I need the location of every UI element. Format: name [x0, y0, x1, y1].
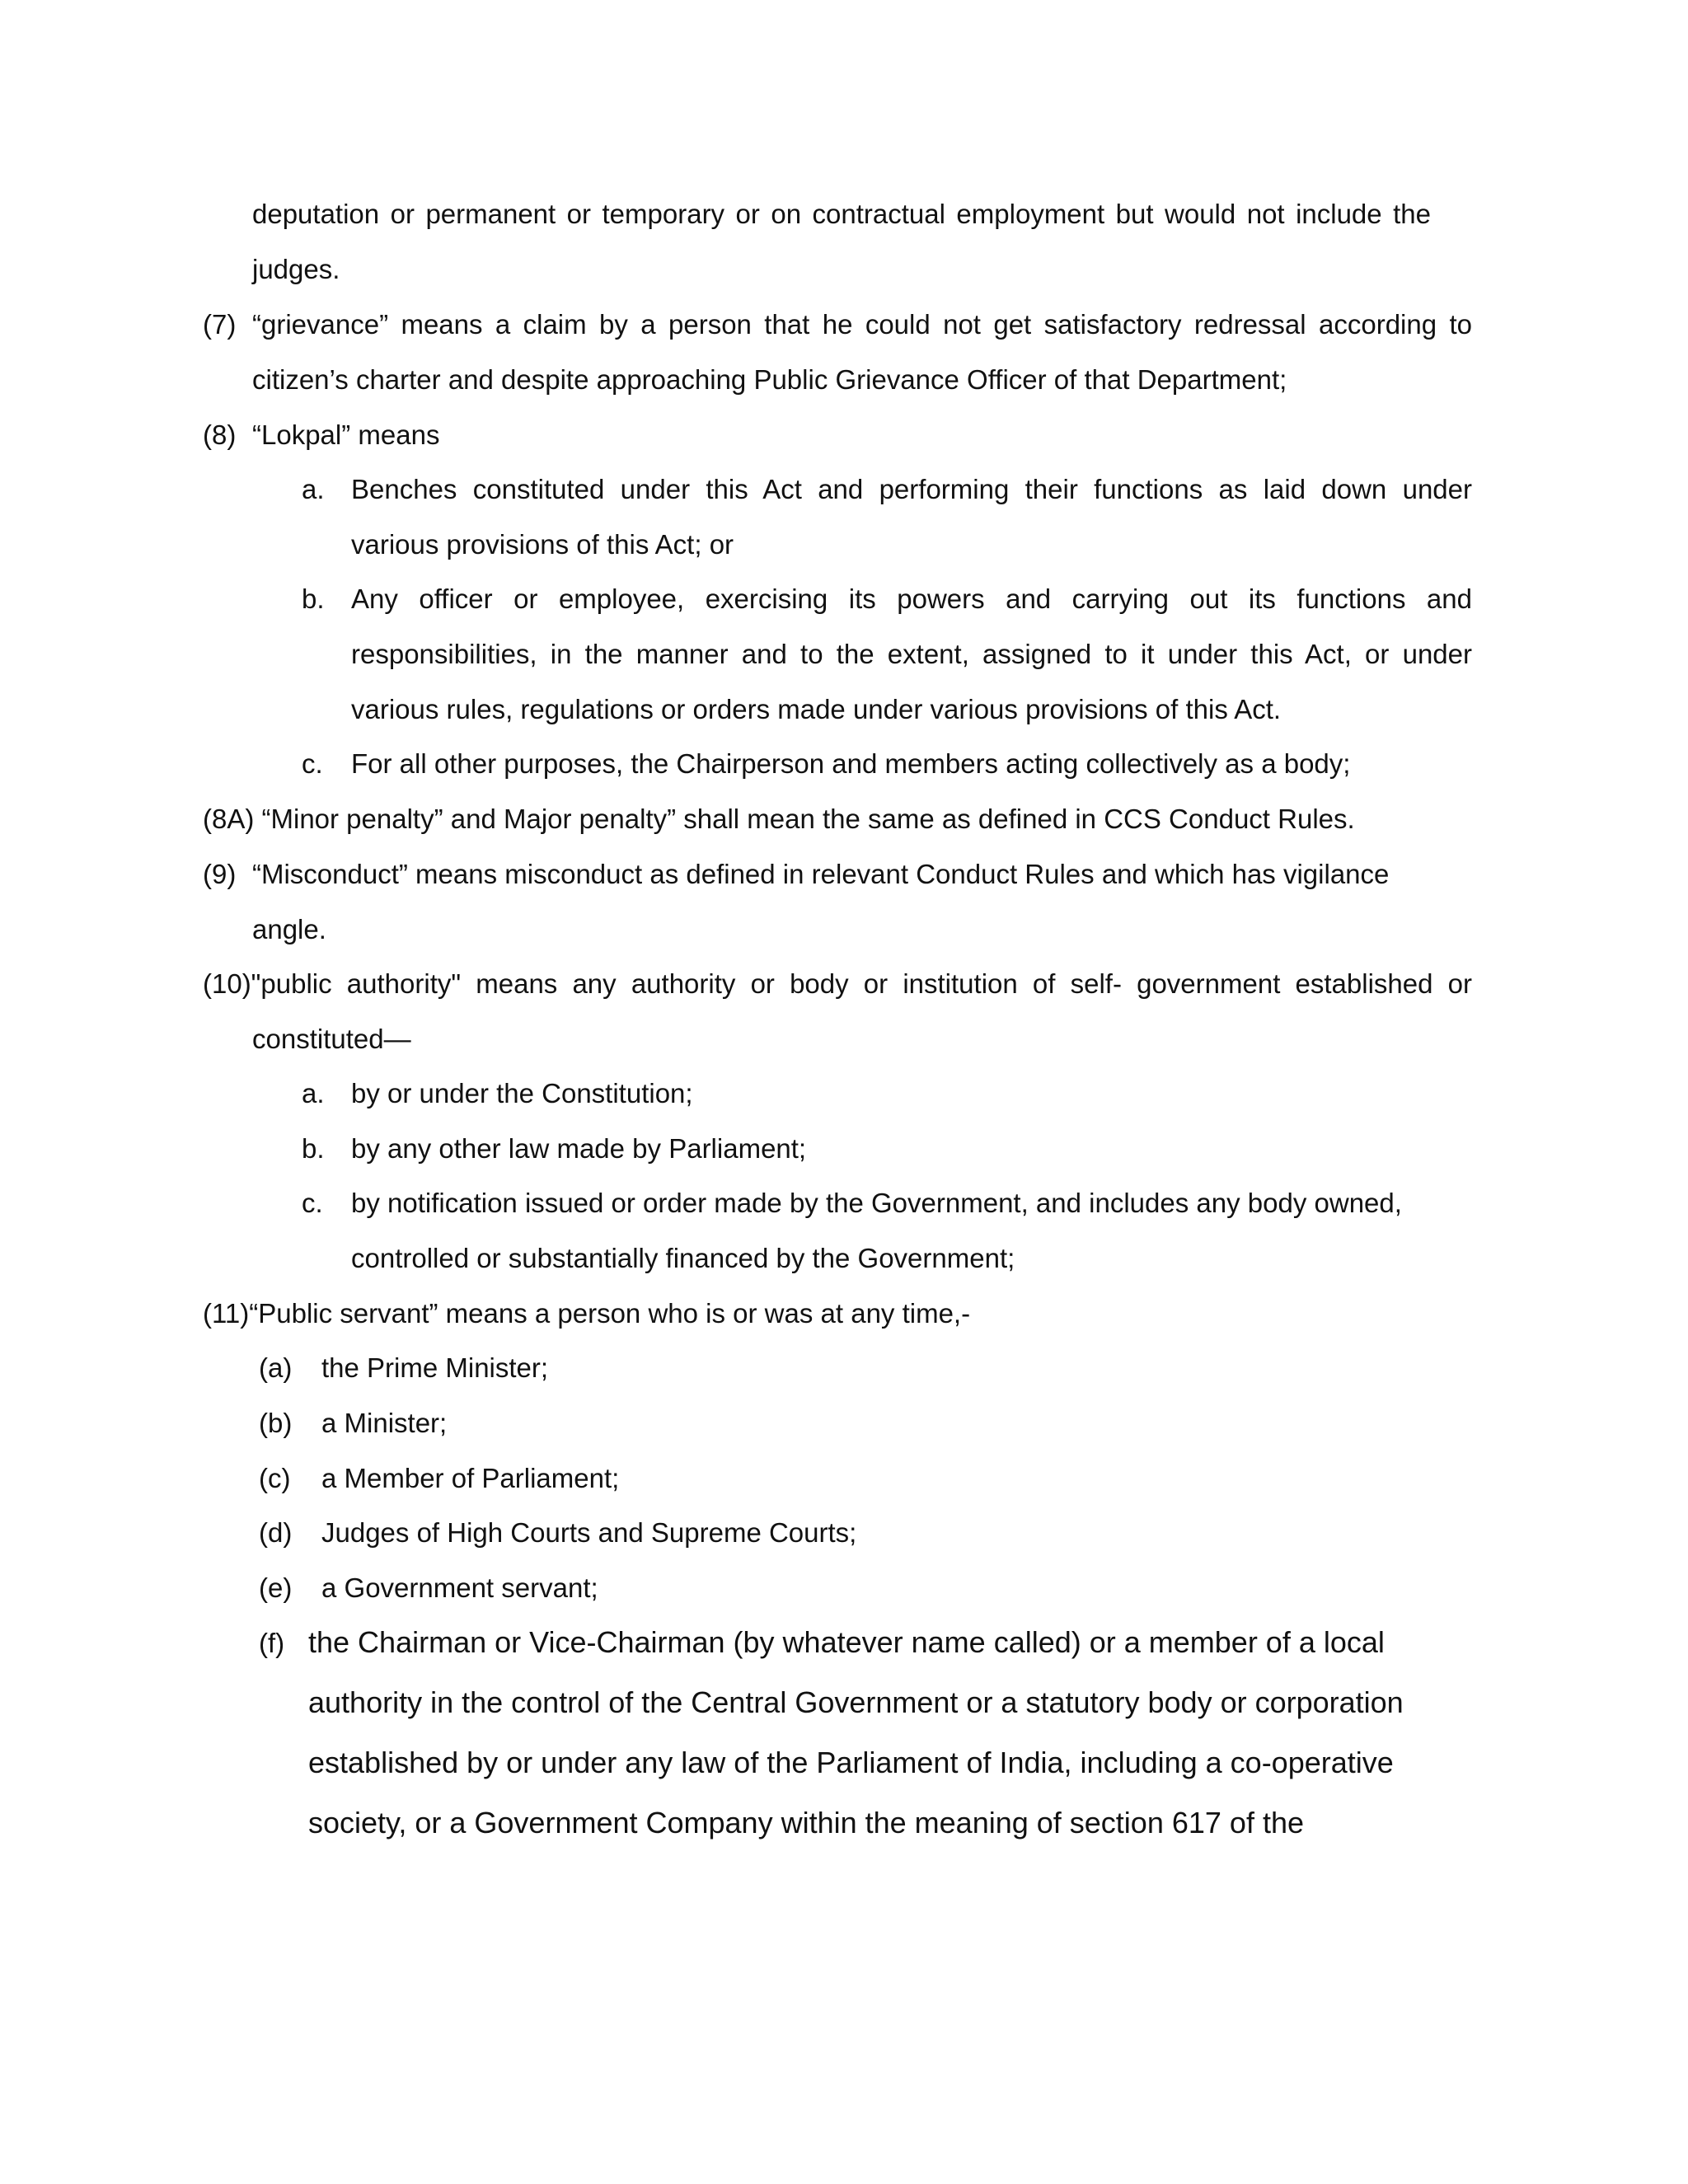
list-marker: (a) [259, 1352, 293, 1383]
list-item-text: controlled or substantially financed by the Government; [351, 1243, 1015, 1273]
list-item-text: various rules, regulations or orders made under various provisions of this Act. [351, 694, 1282, 724]
definition-text: “grievance” means a claim by a person that he could not get satisfactory redressal according to [252, 309, 1472, 340]
definition-text: (8A) “Minor penalty” and Major penalty” shall mean the same as defined in CCS Conduct Rules. [203, 804, 1355, 834]
definition-text: “Lokpal” means [252, 419, 440, 450]
definition-number: (8) [203, 419, 237, 450]
list-item-text: established by or under any law of the Parliament of India, including a co-operative [308, 1746, 1394, 1779]
definition-text: angle. [252, 914, 326, 944]
list-item-text: a Minister; [321, 1408, 448, 1438]
definition-text: citizen’s charter and despite approaching Public Grievance Officer of that Department; [252, 364, 1287, 395]
list-item-text: responsibilities, in the manner and to the extent, assigned to it under this Act, or under [351, 639, 1472, 669]
paragraph-line: deputation or permanent or temporary or on contractual employment but would not include the [252, 199, 1431, 229]
list-marker: (d) [259, 1517, 293, 1548]
list-item-text: various provisions of this Act; or [351, 529, 734, 560]
list-marker: b. [302, 1133, 325, 1164]
definition-number: (7) [203, 309, 237, 340]
list-item-text: society, or a Government Company within the meaning of section 617 of the [308, 1806, 1304, 1840]
list-marker: a. [302, 1078, 325, 1108]
list-item-text: Any officer or employee, exercising its powers and carrying out its functions and [351, 583, 1472, 614]
definition-text: constituted— [252, 1024, 411, 1054]
list-marker: (f) [259, 1628, 285, 1658]
definition-text: (10)"public authority" means any authority or body or institution of self- government established or [203, 968, 1472, 999]
list-item-text: the Chairman or Vice-Chairman (by whatever name called) or a member of a local [308, 1625, 1385, 1659]
list-marker: (e) [259, 1572, 293, 1603]
paragraph-line: judges. [252, 254, 340, 284]
list-item-text: the Prime Minister; [321, 1352, 549, 1383]
list-item-text: by or under the Constitution; [351, 1078, 693, 1108]
list-item-text: authority in the control of the Central Government or a statutory body or corporation [308, 1685, 1404, 1719]
list-item-text: by any other law made by Parliament; [351, 1133, 807, 1164]
list-item-text: a Government servant; [321, 1572, 598, 1603]
list-marker: (b) [259, 1408, 293, 1438]
list-item-text: Judges of High Courts and Supreme Courts; [321, 1517, 857, 1548]
list-item-text: by notification issued or order made by the Government, and includes any body owned, [351, 1188, 1402, 1218]
list-item-text: a Member of Parliament; [321, 1463, 620, 1493]
list-item-text: For all other purposes, the Chairperson and members acting collectively as a body; [351, 748, 1351, 779]
list-item-text: Benches constituted under this Act and performing their functions as laid down under [351, 474, 1472, 504]
definition-text: “Misconduct” means misconduct as defined in relevant Conduct Rules and which has vigilance [252, 859, 1390, 889]
list-marker: c. [302, 748, 323, 779]
definition-text: (11)“Public servant” means a person who is or was at any time,- [203, 1298, 971, 1329]
list-marker: (c) [259, 1463, 291, 1493]
definition-number: (9) [203, 859, 237, 889]
list-marker: b. [302, 583, 325, 614]
list-marker: c. [302, 1188, 323, 1218]
list-marker: a. [302, 474, 325, 504]
